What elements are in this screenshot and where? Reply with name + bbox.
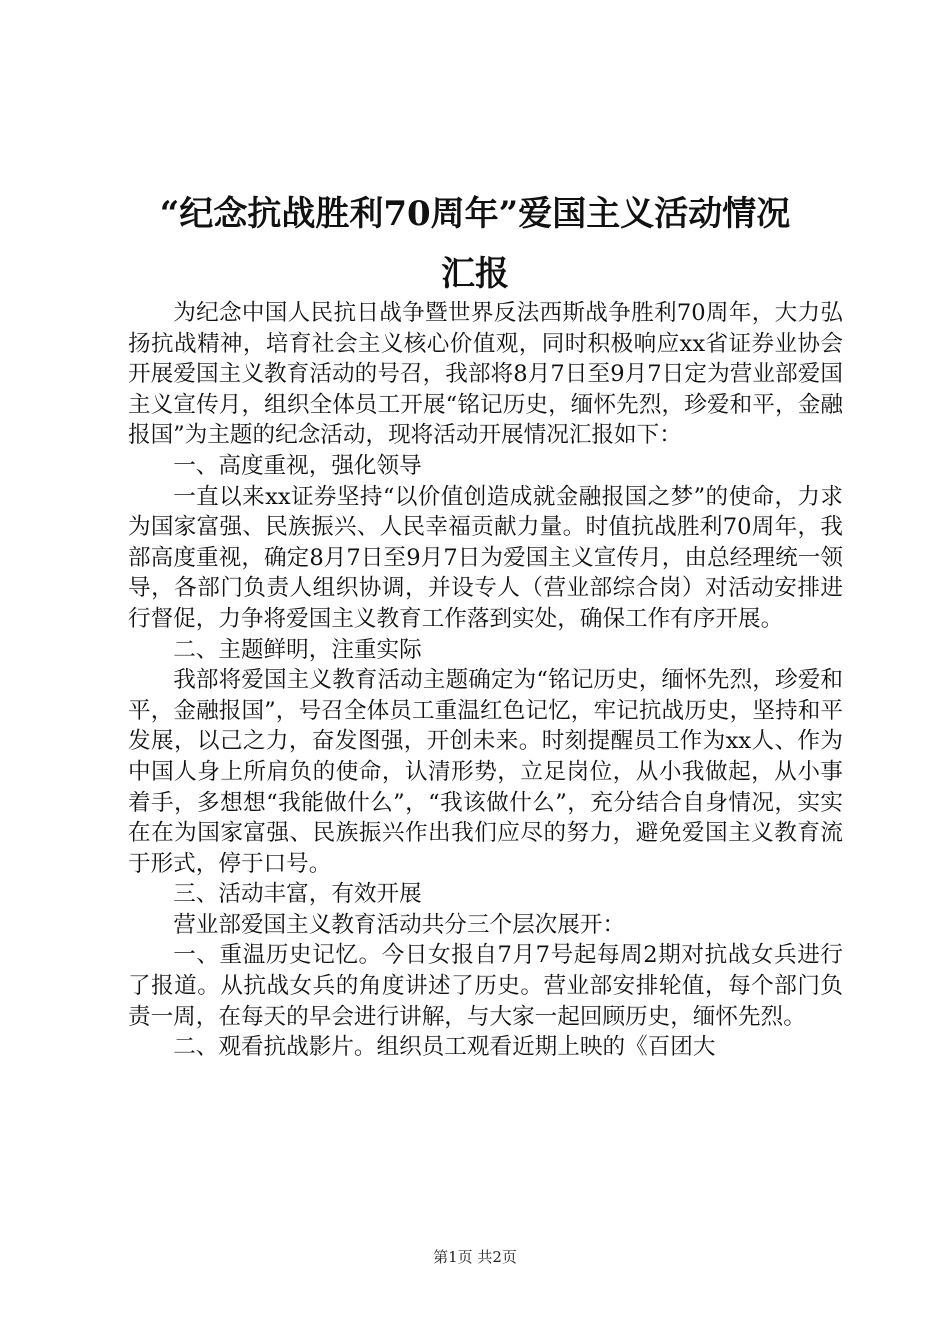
paragraph-intro: 为纪念中国人民抗日战争暨世界反法西斯战争胜利70周年，大力弘扬抗战精神，培育社会主义核心价值观，同时积极响应xx省证券业协会开展爱国主义教育活动的号召，我部将8月7日至9月7日定为营业部爱国主义宣传月，组织全体员工开展“铭记历史，缅怀先烈，珍爱和平，金融报国”为主题的纪念活动，现将活动开展情况汇报如下： bbox=[128, 300, 843, 449]
paragraph-section-2: 我部将爱国主义教育活动主题确定为“铭记历史，缅怀先烈，珍爱和平，金融报国”，号召全体员工重温红色记忆，牢记抗战历史，坚持和平发展，以己之力，奋发图强，开创未来。时刻提醒员工作为xx人、作为中国人身上所肩负的使命，认清形势，立足岗位，从小我做起，从小事着手，多想想“我能做什么”，“我该做什么”，充分结合自身情况，实实在在为国家富强、民族振兴作出我们应尽的努力，避免爱国主义教育流于形式，停于口号。 bbox=[128, 667, 843, 877]
page-footer: 第1页 共2页 bbox=[433, 1248, 517, 1266]
document-title-line-1: “纪念抗战胜利70周年”爱国主义活动情况 bbox=[159, 194, 791, 234]
section-heading-3: 三、活动丰富，有效开展 bbox=[173, 881, 422, 908]
section-heading-1: 一、高度重视，强化领导 bbox=[173, 452, 422, 479]
section-heading-2: 二、主题鲜明，注重实际 bbox=[173, 636, 422, 663]
document-body bbox=[128, 298, 843, 1063]
paragraph-item-2: 二、观看抗战影片。组织员工观看近期上映的《百团大 bbox=[173, 1034, 716, 1061]
paragraph-section-3-intro: 营业部爱国主义教育活动共分三个层次展开： bbox=[173, 911, 626, 938]
paragraph-item-1: 一、重温历史记忆。今日女报自7月7号起每周2期对抗战女兵进行了报道。从抗战女兵的角度讲述了历史。营业部安排轮值，每个部门负责一周，在每天的早会进行讲解，与大家一起回顾历史，缅怀先烈。 bbox=[128, 942, 843, 1030]
document-title-line-2: 汇报 bbox=[441, 254, 509, 294]
paragraph-section-1: 一直以来xx证券坚持“以价值创造成就金融报国之梦”的使命，力求为国家富强、民族振兴、人民幸福贡献力量。时值抗战胜利70周年，我部高度重视，确定8月7日至9月7日为爱国主义宣传月，由总经理统一领导，各部门负责人组织协调，并设专人（营业部综合岗）对活动安排进行督促，力争将爱国主义教育工作落到实处，确保工作有序开展。 bbox=[128, 483, 843, 632]
